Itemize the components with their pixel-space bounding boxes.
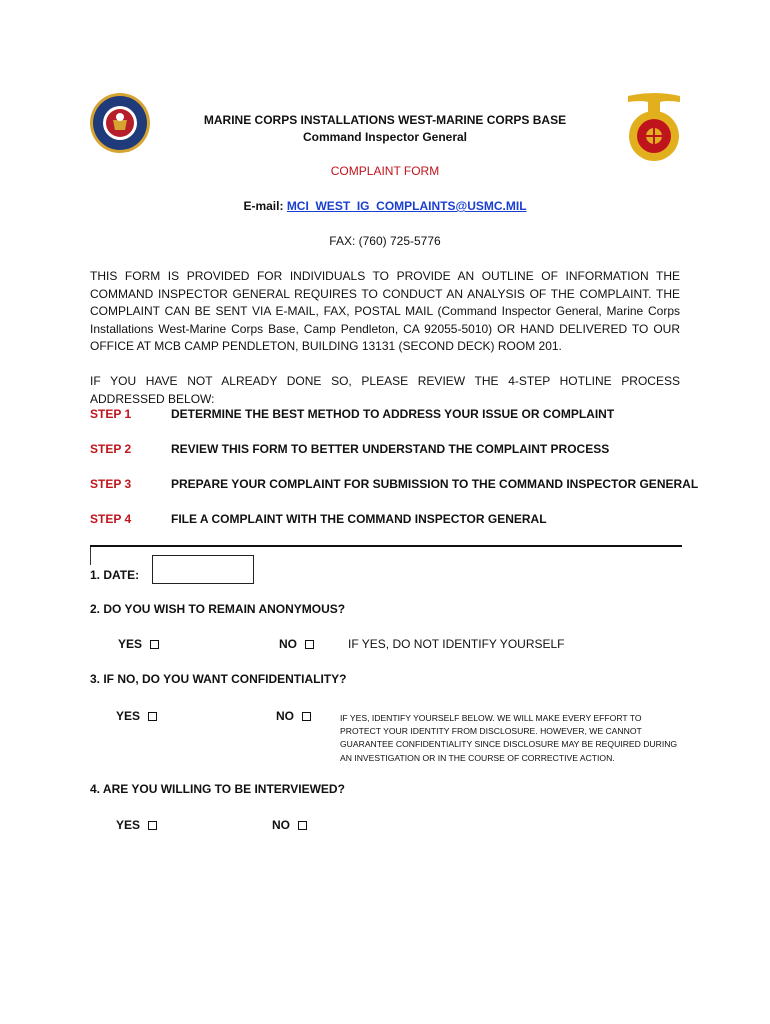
checkbox-icon[interactable] (148, 712, 157, 721)
yes-label: YES (118, 637, 143, 651)
no-label: NO (272, 818, 290, 832)
no-label: NO (279, 637, 297, 651)
no-label: NO (276, 709, 294, 723)
anonymous-note: IF YES, DO NOT IDENTIFY YOURSELF (348, 637, 565, 651)
anonymous-no-option[interactable] (279, 637, 314, 651)
question-interview-label: 4. ARE YOU WILLING TO BE INTERVIEWED? (90, 782, 345, 796)
email-link[interactable]: MCI_WEST_IG_COMPLAINTS@USMC.MIL (286, 199, 527, 213)
checkbox-icon[interactable] (302, 712, 311, 721)
interview-no-option[interactable] (272, 818, 307, 832)
checkbox-icon[interactable] (150, 640, 159, 649)
intro-paragraph: THIS FORM IS PROVIDED FOR INDIVIDUALS TO PROVIDE AN OUTLINE OF INFORMATION THE COMMAND INSPECTOR GENERAL REQUIRES TO CONDUCT AN ANALYSIS OF THE COMPLAINT. THE COMPLAINT CAN BE SENT VIA E-MAIL, FAX, POSTAL MAIL (Command Inspector General, Marine Corps Installations West-Marine Corps Base, Camp Pendleton, CA 92055-5010) OR HAND DELIVERED TO OUR OFFICE AT MCB CAMP PENDLETON, BUILDING 13131 (SECOND DECK) ROOM 201. (90, 269, 680, 353)
mci-west-seal-logo (89, 92, 151, 154)
yes-label: YES (116, 818, 141, 832)
email-label: E-mail: (243, 199, 284, 213)
question-confidentiality-label: 3. IF NO, DO YOU WANT CONFIDENTIALITY? (90, 672, 347, 686)
step-3-text: PREPARE YOUR COMPLAINT FOR SUBMISSION TO THE COMMAND INSPECTOR GENERAL (171, 477, 699, 491)
confidentiality-no-option[interactable] (276, 709, 311, 723)
step-1-number: STEP 1 (90, 407, 132, 421)
checkbox-icon[interactable] (148, 821, 157, 830)
question-date-label: 1. DATE: (90, 568, 140, 582)
step-3-number: STEP 3 (90, 477, 132, 491)
question-anonymous-label: 2. DO YOU WISH TO REMAIN ANONYMOUS? (90, 602, 346, 616)
review-paragraph: IF YOU HAVE NOT ALREADY DONE SO, PLEASE REVIEW THE 4-STEP HOTLINE PROCESS ADDRESSED BELOW: (90, 374, 680, 406)
section-divider (90, 545, 682, 547)
step-4-number: STEP 4 (90, 512, 132, 526)
checkbox-icon[interactable] (305, 640, 314, 649)
form-title: COMPLAINT FORM (330, 164, 440, 178)
camp-pendleton-seal-logo (626, 92, 682, 162)
header-subtitle: Command Inspector General (302, 130, 468, 144)
text-cursor-mark (90, 547, 91, 565)
email-line (150, 199, 620, 213)
yes-label: YES (116, 709, 141, 723)
confidentiality-note: IF YES, IDENTIFY YOURSELF BELOW. WE WILL MAKE EVERY EFFORT TO PROTECT YOUR IDENTITY FROM DISCLOSURE. HOWEVER, WE CANNOT GUARANTEE CONFIDENTIALITY SINCE DISCLOSURE MAY BE REQUIRED DURING AN INVESTIGATION OR IN THE COURSE OF CORRECTIVE ACTION. (340, 713, 678, 763)
step-4-text: FILE A COMPLAINT WITH THE COMMAND INSPECTOR GENERAL (171, 512, 547, 526)
fax-line: FAX: (760) 725-5776 (329, 234, 441, 248)
interview-yes-option[interactable] (116, 818, 157, 832)
step-2-number: STEP 2 (90, 442, 132, 456)
step-1-text: DETERMINE THE BEST METHOD TO ADDRESS YOUR ISSUE OR COMPLAINT (171, 407, 615, 421)
date-input-box[interactable] (152, 555, 254, 584)
header-title: MARINE CORPS INSTALLATIONS WEST-MARINE CORPS BASE (203, 113, 567, 127)
step-2-text: REVIEW THIS FORM TO BETTER UNDERSTAND THE COMPLAINT PROCESS (171, 442, 610, 456)
checkbox-icon[interactable] (298, 821, 307, 830)
anonymous-yes-option[interactable] (118, 637, 159, 651)
confidentiality-yes-option[interactable] (116, 709, 157, 723)
